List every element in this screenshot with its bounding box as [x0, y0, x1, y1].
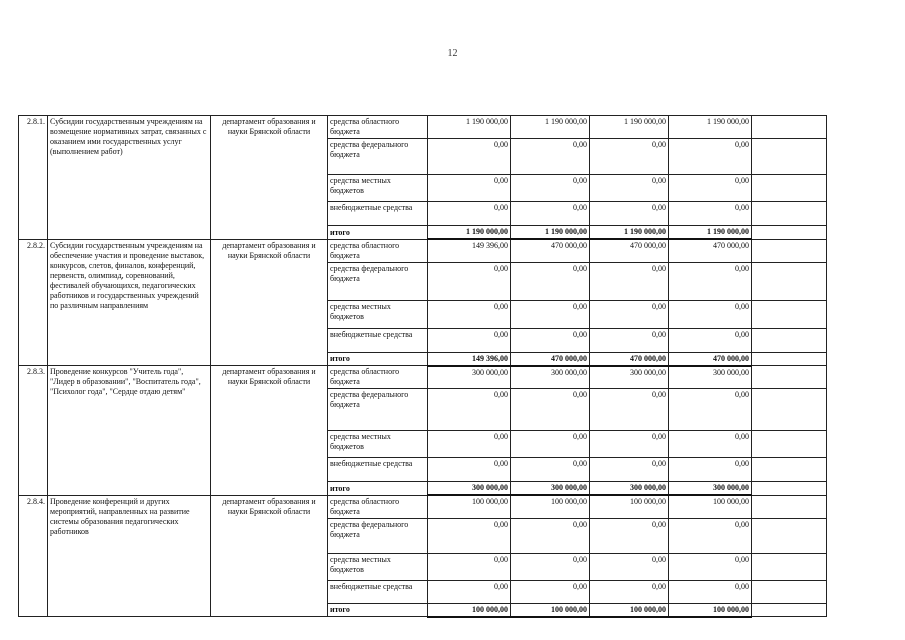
table-row [19, 116, 827, 139]
amount-cell: 0,00 [511, 431, 590, 458]
amount-cell: 0,00 [590, 431, 669, 458]
amount-cell: 100 000,00 [669, 495, 752, 518]
amount-cell: 0,00 [590, 580, 669, 603]
section-code: 2.8.3. [19, 366, 48, 496]
amount-cell: 0,00 [669, 553, 752, 580]
funding-source: средства федерального бюджета [328, 262, 428, 300]
page-number: 12 [447, 48, 458, 59]
amount-cell: 0,00 [669, 458, 752, 482]
amount-cell: 0,00 [428, 389, 511, 431]
amount-cell: 0,00 [590, 202, 669, 226]
funding-source: внебюджетные средства [328, 580, 428, 603]
funding-source: средства местных бюджетов [328, 431, 428, 458]
funding-source: средства федерального бюджета [328, 389, 428, 431]
total-amount-cell: 470 000,00 [669, 352, 752, 366]
funding-source: средства областного бюджета [328, 239, 428, 262]
amount-cell: 300 000,00 [511, 366, 590, 389]
empty-cell [752, 603, 827, 617]
amount-cell: 1 190 000,00 [669, 116, 752, 139]
funding-source: средства федерального бюджета [328, 518, 428, 553]
amount-cell: 0,00 [428, 518, 511, 553]
amount-cell: 0,00 [590, 458, 669, 482]
section-department: департамент образования и науки Брянской области [211, 366, 328, 496]
empty-cell [752, 262, 827, 300]
total-amount-cell: 300 000,00 [511, 482, 590, 496]
total-amount-cell: 470 000,00 [590, 352, 669, 366]
total-label: итого [328, 226, 428, 240]
amount-cell: 300 000,00 [590, 366, 669, 389]
amount-cell: 0,00 [590, 262, 669, 300]
section-department: департамент образования и науки Брянской области [211, 495, 328, 617]
section-code: 2.8.1. [19, 116, 48, 240]
total-amount-cell: 1 190 000,00 [669, 226, 752, 240]
total-label: итого [328, 603, 428, 617]
amount-cell: 0,00 [428, 553, 511, 580]
amount-cell: 0,00 [669, 139, 752, 175]
amount-cell: 470 000,00 [669, 239, 752, 262]
amount-cell: 0,00 [590, 300, 669, 328]
amount-cell: 0,00 [590, 175, 669, 202]
amount-cell: 0,00 [428, 328, 511, 352]
empty-cell [752, 226, 827, 240]
total-amount-cell: 100 000,00 [590, 603, 669, 617]
amount-cell: 470 000,00 [511, 239, 590, 262]
section-department: департамент образования и науки Брянской области [211, 116, 328, 240]
empty-cell [752, 139, 827, 175]
amount-cell: 0,00 [511, 458, 590, 482]
funding-source: средства местных бюджетов [328, 175, 428, 202]
table-row [19, 239, 827, 262]
empty-cell [752, 389, 827, 431]
amount-cell: 0,00 [511, 202, 590, 226]
amount-cell: 0,00 [428, 139, 511, 175]
total-label: итого [328, 352, 428, 366]
total-amount-cell: 300 000,00 [428, 482, 511, 496]
amount-cell: 0,00 [511, 580, 590, 603]
funding-source: средства областного бюджета [328, 366, 428, 389]
section-code: 2.8.4. [19, 495, 48, 617]
amount-cell: 470 000,00 [590, 239, 669, 262]
funding-source: внебюджетные средства [328, 328, 428, 352]
empty-cell [752, 553, 827, 580]
empty-cell [752, 518, 827, 553]
section-title: Субсидии государственным учреждениям на обеспечение участия и проведение выставок, конкурсов, слетов, финалов, конференций, первенств, олимпиад, соревнований, фестивалей обучающихся, педагогических работников и государственных учреждений по различным направлениям [48, 239, 211, 366]
amount-cell: 0,00 [428, 175, 511, 202]
amount-cell: 0,00 [590, 328, 669, 352]
table-row [19, 366, 827, 389]
amount-cell: 0,00 [511, 262, 590, 300]
budget-table [18, 115, 827, 618]
amount-cell: 0,00 [511, 175, 590, 202]
amount-cell: 300 000,00 [428, 366, 511, 389]
section-title: Проведение конкурсов "Учитель года", "Лидер в образовании", "Воспитатель года", "Психолог года", "Сердце отдаю детям" [48, 366, 211, 496]
amount-cell: 0,00 [511, 518, 590, 553]
amount-cell: 0,00 [511, 389, 590, 431]
amount-cell: 0,00 [669, 580, 752, 603]
amount-cell: 0,00 [428, 262, 511, 300]
total-amount-cell: 100 000,00 [669, 603, 752, 617]
amount-cell: 0,00 [511, 139, 590, 175]
empty-cell [752, 328, 827, 352]
amount-cell: 100 000,00 [511, 495, 590, 518]
total-amount-cell: 1 190 000,00 [511, 226, 590, 240]
amount-cell: 0,00 [669, 202, 752, 226]
amount-cell: 0,00 [669, 518, 752, 553]
empty-cell [752, 482, 827, 496]
empty-cell [752, 116, 827, 139]
section-title: Проведение конференций и других мероприятий, направленных на развитие системы образования педагогических работников [48, 495, 211, 617]
amount-cell: 0,00 [428, 580, 511, 603]
total-amount-cell: 470 000,00 [511, 352, 590, 366]
funding-source: средства местных бюджетов [328, 300, 428, 328]
funding-source: внебюджетные средства [328, 202, 428, 226]
empty-cell [752, 580, 827, 603]
funding-source: внебюджетные средства [328, 458, 428, 482]
total-amount-cell: 300 000,00 [590, 482, 669, 496]
amount-cell: 100 000,00 [428, 495, 511, 518]
amount-cell: 0,00 [428, 300, 511, 328]
funding-source: средства областного бюджета [328, 495, 428, 518]
amount-cell: 1 190 000,00 [590, 116, 669, 139]
funding-source: средства областного бюджета [328, 116, 428, 139]
amount-cell: 0,00 [590, 389, 669, 431]
empty-cell [752, 175, 827, 202]
total-amount-cell: 1 190 000,00 [428, 226, 511, 240]
amount-cell: 0,00 [511, 553, 590, 580]
table-row [19, 495, 827, 518]
total-amount-cell: 300 000,00 [669, 482, 752, 496]
amount-cell: 0,00 [669, 389, 752, 431]
total-amount-cell: 149 396,00 [428, 352, 511, 366]
empty-cell [752, 366, 827, 389]
empty-cell [752, 239, 827, 262]
total-amount-cell: 1 190 000,00 [590, 226, 669, 240]
amount-cell: 0,00 [511, 328, 590, 352]
funding-source: средства федерального бюджета [328, 139, 428, 175]
amount-cell: 1 190 000,00 [428, 116, 511, 139]
amount-cell: 300 000,00 [669, 366, 752, 389]
amount-cell: 0,00 [669, 300, 752, 328]
empty-cell [752, 300, 827, 328]
amount-cell: 0,00 [428, 431, 511, 458]
empty-cell [752, 458, 827, 482]
amount-cell: 0,00 [669, 175, 752, 202]
section-code: 2.8.2. [19, 239, 48, 366]
amount-cell: 0,00 [428, 458, 511, 482]
amount-cell: 0,00 [669, 431, 752, 458]
total-amount-cell: 100 000,00 [511, 603, 590, 617]
empty-cell [752, 202, 827, 226]
empty-cell [752, 495, 827, 518]
amount-cell: 0,00 [669, 262, 752, 300]
amount-cell: 0,00 [590, 139, 669, 175]
amount-cell: 0,00 [428, 202, 511, 226]
total-label: итого [328, 482, 428, 496]
amount-cell: 0,00 [590, 553, 669, 580]
amount-cell: 0,00 [511, 300, 590, 328]
amount-cell: 0,00 [590, 518, 669, 553]
table-body [19, 116, 827, 617]
amount-cell: 0,00 [669, 328, 752, 352]
empty-cell [752, 352, 827, 366]
section-department: департамент образования и науки Брянской области [211, 239, 328, 366]
section-title: Субсидии государственным учреждениям на возмещение нормативных затрат, связанных с оказанием ими государственных услуг (выполнением работ) [48, 116, 211, 240]
empty-cell [752, 431, 827, 458]
total-amount-cell: 100 000,00 [428, 603, 511, 617]
funding-source: средства местных бюджетов [328, 553, 428, 580]
amount-cell: 149 396,00 [428, 239, 511, 262]
amount-cell: 1 190 000,00 [511, 116, 590, 139]
amount-cell: 100 000,00 [590, 495, 669, 518]
